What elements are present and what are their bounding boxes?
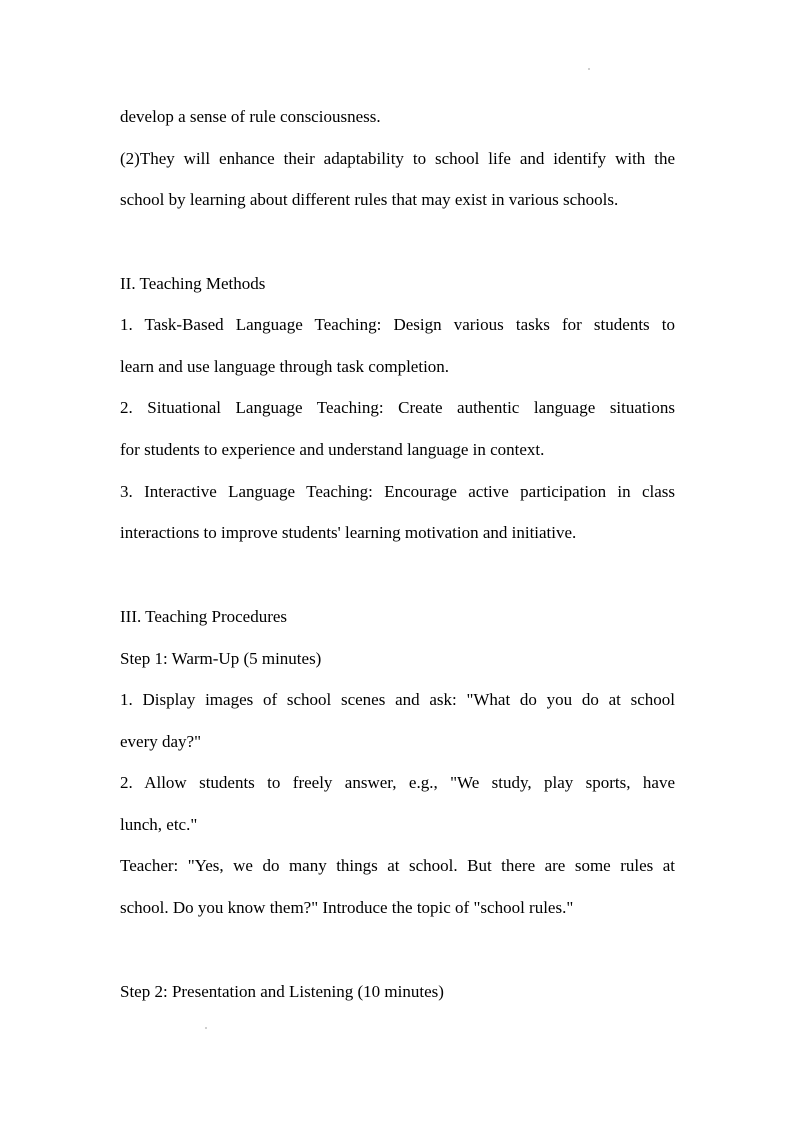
scan-speck xyxy=(588,68,590,70)
step-heading: Step 1: Warm-Up (5 minutes) xyxy=(120,649,322,668)
list-item-line: every day?" xyxy=(120,732,202,751)
paragraph-line: Teacher: "Yes, we do many things at school. But there are some rules at xyxy=(120,856,675,875)
paragraph-line: (2)They will enhance their adaptability to school life and identify with the xyxy=(120,149,675,168)
step-heading: Step 2: Presentation and Listening (10 minutes) xyxy=(120,982,444,1001)
list-item-line: 2. Allow students to freely answer, e.g., "We study, play sports, have xyxy=(120,773,675,792)
paragraph-line: develop a sense of rule consciousness. xyxy=(120,107,381,126)
list-item-line: 2. Situational Language Teaching: Create authentic language situations xyxy=(120,398,675,417)
list-item-line: lunch, etc." xyxy=(120,815,198,834)
paragraph-line: school by learning about different rules that may exist in various schools. xyxy=(120,190,619,209)
section-heading: II. Teaching Methods xyxy=(120,274,266,293)
list-item-line: 3. Interactive Language Teaching: Encourage active participation in class xyxy=(120,482,675,501)
list-item-line: learn and use language through task completion. xyxy=(120,357,450,376)
section-heading: III. Teaching Procedures xyxy=(120,607,288,626)
list-item-line: 1. Task-Based Language Teaching: Design various tasks for students to xyxy=(120,315,675,334)
paragraph-line: school. Do you know them?" Introduce the topic of "school rules." xyxy=(120,898,574,917)
scan-speck xyxy=(205,1027,207,1029)
list-item-line: for students to experience and understand language in context. xyxy=(120,440,545,459)
list-item-line: interactions to improve students' learning motivation and initiative. xyxy=(120,523,577,542)
list-item-line: 1. Display images of school scenes and ask: "What do you do at school xyxy=(120,690,675,709)
